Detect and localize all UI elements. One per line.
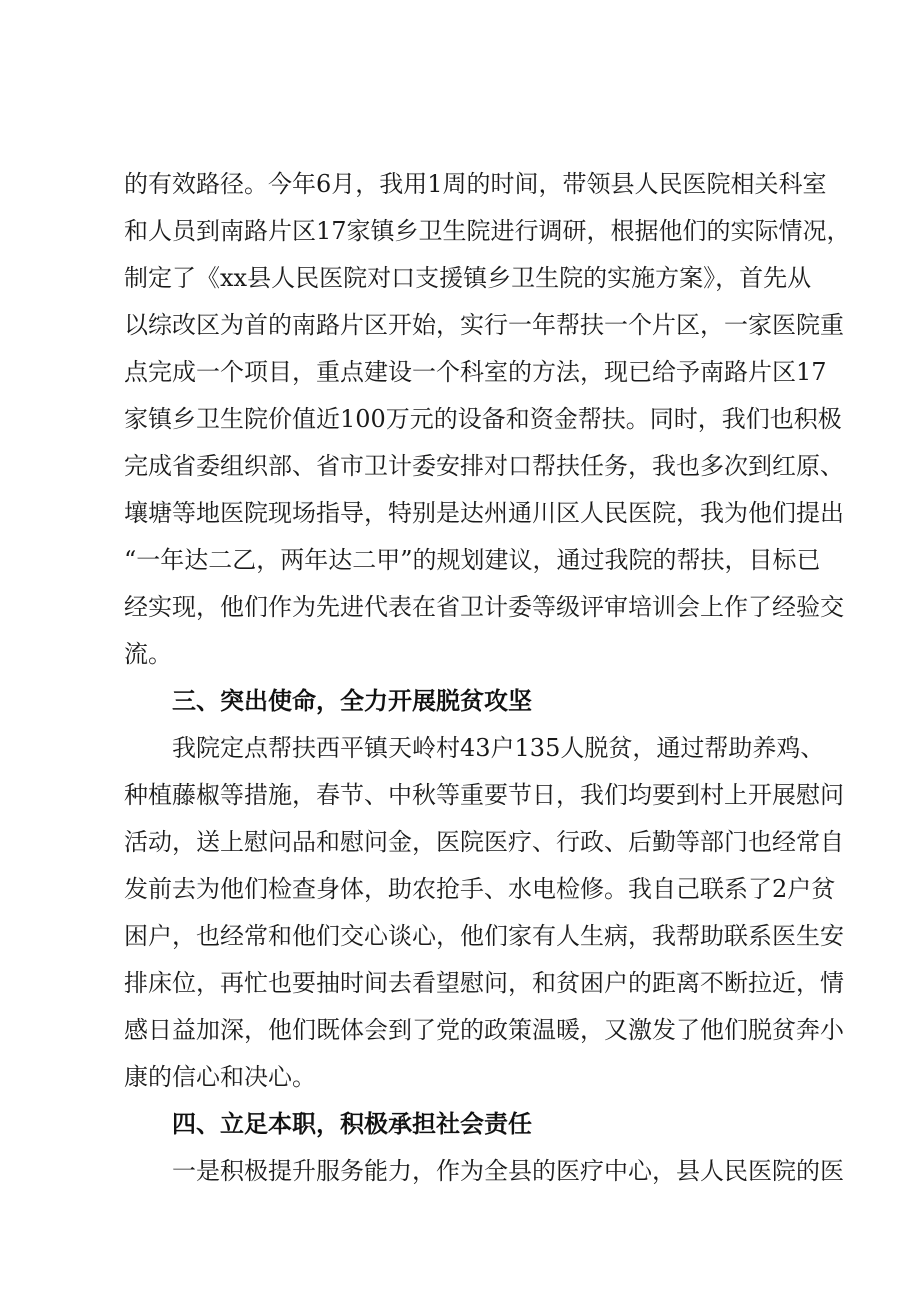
body-text-line: 种植藤椒等措施，春节、中秋等重要节日，我们均要到村上开展慰问 xyxy=(124,781,844,809)
body-text-line: 我院定点帮扶西平镇天岭村43户135人脱贫，通过帮助养鸡、 xyxy=(172,734,825,762)
body-text-line: 发前去为他们检查身体，助农抢手、水电检修。我自己联系了2户贫 xyxy=(124,875,836,903)
body-text-line: 一是积极提升服务能力，作为全县的医疗中心，县人民医院的医 xyxy=(172,1157,844,1185)
body-text-line: 流。 xyxy=(124,640,172,668)
body-text-line: 困户，也经常和他们交心谈心，他们家有人生病，我帮助联系医生安 xyxy=(124,922,844,950)
body-text-line: 家镇乡卫生院价值近100万元的设备和资金帮扶。同时，我们也积极 xyxy=(124,405,842,433)
section-heading-3: 三、突出使命，全力开展脱贫攻坚 xyxy=(172,687,532,715)
section-heading-4: 四、立足本职，积极承担社会责任 xyxy=(172,1110,532,1138)
body-text-line: 以综改区为首的南路片区开始，实行一年帮扶一个片区，一家医院重 xyxy=(124,311,844,339)
body-text-line: 的有效路径。今年6月，我用1周的时间，带领县人民医院相关科室 xyxy=(124,170,827,198)
body-text-line: 康的信心和决心。 xyxy=(124,1063,316,1091)
body-text-line: 排床位，再忙也要抽时间去看望慰问，和贫困户的距离不断拉近，情 xyxy=(124,969,844,997)
body-text-line: “一年达二乙，两年达二甲”的规划建议，通过我院的帮扶，目标已 xyxy=(124,546,821,574)
body-text-line: 点完成一个项目，重点建设一个科室的方法，现已给予南路片区17 xyxy=(124,358,827,386)
body-text-line: 活动，送上慰问品和慰问金，医院医疗、行政、后勤等部门也经常自 xyxy=(124,828,844,856)
body-text-line: 制定了《xx县人民医院对口支援镇乡卫生院的实施方案》，首先从 xyxy=(124,264,812,292)
body-text-line: 和人员到南路片区17家镇乡卫生院进行调研，根据他们的实际情况， xyxy=(124,217,851,245)
body-text-line: 壤塘等地医院现场指导，特别是达州通川区人民医院，我为他们提出 xyxy=(124,499,844,527)
body-text-line: 经实现，他们作为先进代表在省卫计委等级评审培训会上作了经验交 xyxy=(124,593,844,621)
body-text-line: 完成省委组织部、省市卫计委安排对口帮扶任务，我也多次到红原、 xyxy=(124,452,844,480)
body-text-line: 感日益加深，他们既体会到了党的政策温暖，又激发了他们脱贫奔小 xyxy=(124,1016,844,1044)
